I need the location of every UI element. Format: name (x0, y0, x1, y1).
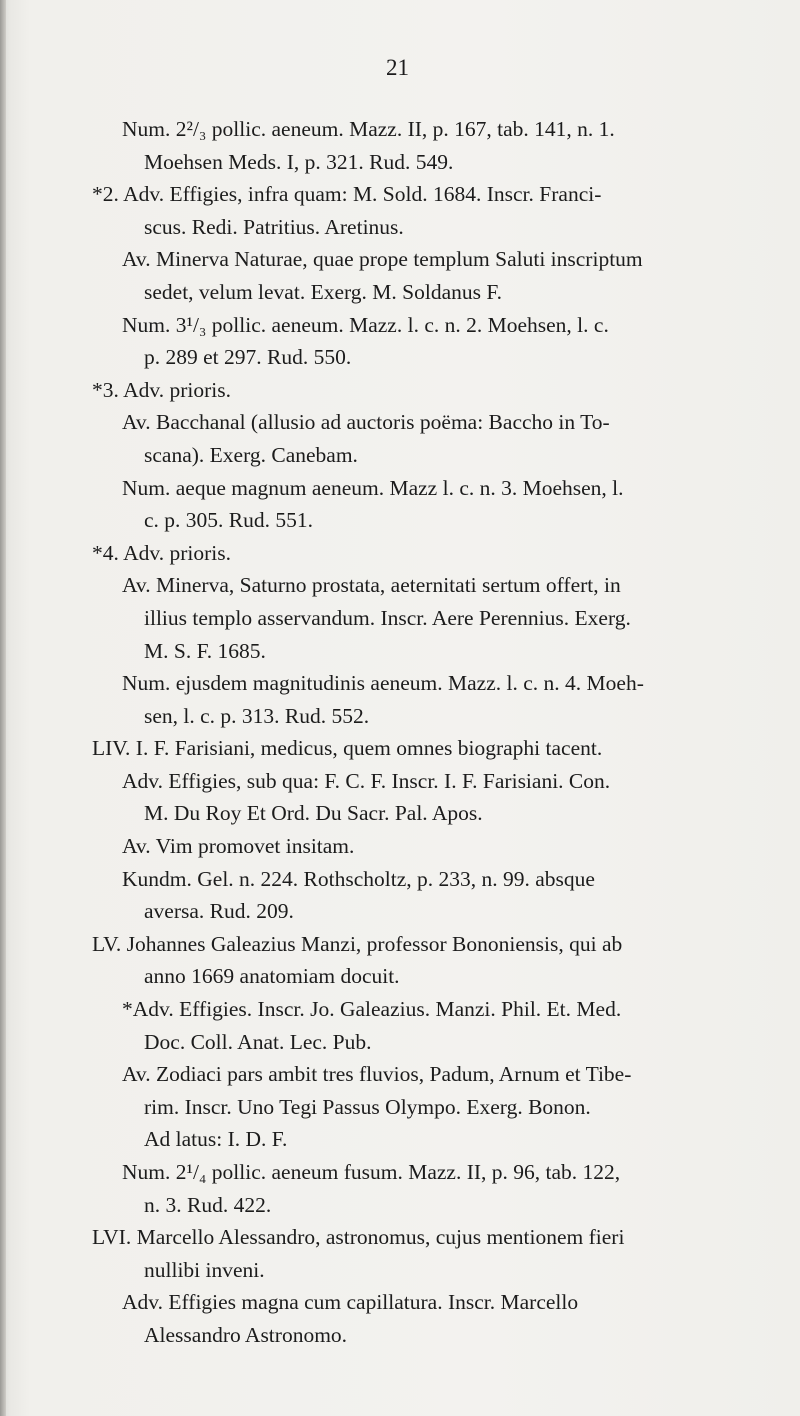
text-line: Num. 3¹/₃ pollic. aeneum. Mazz. l. c. n. 2. Moehsen, l. c. (122, 312, 609, 337)
text-line: sen, l. c. p. 313. Rud. 552. (144, 703, 370, 728)
text-line: Moehsen Meds. I, p. 321. Rud. 549. (144, 149, 454, 174)
page-number: 21 (386, 55, 409, 80)
text-line: M. S. F. 1685. (144, 638, 266, 663)
text-line: M. Du Roy Et Ord. Du Sacr. Pal. Apos. (144, 801, 483, 826)
page-body-text (92, 113, 772, 1352)
text-line: *3. Adv. prioris. (92, 377, 231, 402)
text-line: *Adv. Effigies. Inscr. Jo. Galeazius. Manzi. Phil. Et. Med. (122, 997, 622, 1022)
text-line: Av. Minerva, Saturno prostata, aeternitati sertum offert, in (122, 573, 621, 598)
text-line: Num. 2¹/₄ pollic. aeneum fusum. Mazz. II, p. 96, tab. 122, (122, 1160, 621, 1184)
text-line: c. p. 305. Rud. 551. (144, 508, 314, 533)
text-line: n. 3. Rud. 422. (144, 1192, 272, 1217)
text-line: Num. aeque magnum aeneum. Mazz l. c. n. 3. Moehsen, l. (122, 475, 624, 500)
text-line: sedet, velum levat. Exerg. M. Soldanus F. (144, 279, 502, 304)
text-line: Adv. Effigies, sub qua: F. C. F. Inscr. I. F. Farisiani. Con. (122, 768, 611, 793)
text-line: LIV. I. F. Farisiani, medicus, quem omnes biographi tacent. (92, 736, 603, 761)
text-line: Alessandro Astronomo. (144, 1322, 348, 1347)
text-line: scus. Redi. Patritius. Aretinus. (144, 214, 404, 239)
text-line: LV. Johannes Galeazius Manzi, professor Bononiensis, qui ab (92, 931, 623, 956)
text-line: Ad latus: I. D. F. (144, 1127, 288, 1152)
text-line: Av. Bacchanal (allusio ad auctoris poëma: Baccho in To- (122, 410, 610, 435)
text-line: LVI. Marcello Alessandro, astronomus, cujus mentionem fieri (92, 1225, 625, 1250)
text-line: Av. Minerva Naturae, quae prope templum Saluti inscriptum (122, 247, 643, 272)
text-line: nullibi inveni. (144, 1257, 265, 1282)
text-line: Adv. Effigies magna cum capillatura. Inscr. Marcello (122, 1290, 579, 1315)
text-line: Doc. Coll. Anat. Lec. Pub. (144, 1029, 372, 1054)
text-line: Kundm. Gel. n. 224. Rothscholtz, p. 233, n. 99. absque (122, 866, 595, 891)
text-line: aversa. Rud. 209. (144, 899, 294, 924)
text-line: scana). Exerg. Canebam. (144, 442, 358, 467)
text-line: Av. Zodiaci pars ambit tres fluvios, Padum, Arnum et Tibe- (122, 1062, 632, 1087)
text-line: rim. Inscr. Uno Tegi Passus Olympo. Exerg. Bonon. (144, 1094, 591, 1119)
page-edge-shadow (0, 0, 6, 1416)
text-line: illius templo asservandum. Inscr. Aere Perennius. Exerg. (144, 605, 631, 630)
text-line: anno 1669 anatomiam docuit. (144, 964, 400, 989)
text-line: p. 289 et 297. Rud. 550. (144, 345, 352, 370)
text-line: Av. Vim promovet insitam. (122, 834, 355, 859)
text-line: Num. ejusdem magnitudinis aeneum. Mazz. l. c. n. 4. Moeh- (122, 671, 644, 696)
text-line: Num. 2²/₃ pollic. aeneum. Mazz. II, p. 167, tab. 141, n. 1. (122, 117, 615, 141)
text-line: *4. Adv. prioris. (92, 540, 231, 565)
text-line: *2. Adv. Effigies, infra quam: M. Sold. 1684. Inscr. Franci- (92, 182, 602, 207)
